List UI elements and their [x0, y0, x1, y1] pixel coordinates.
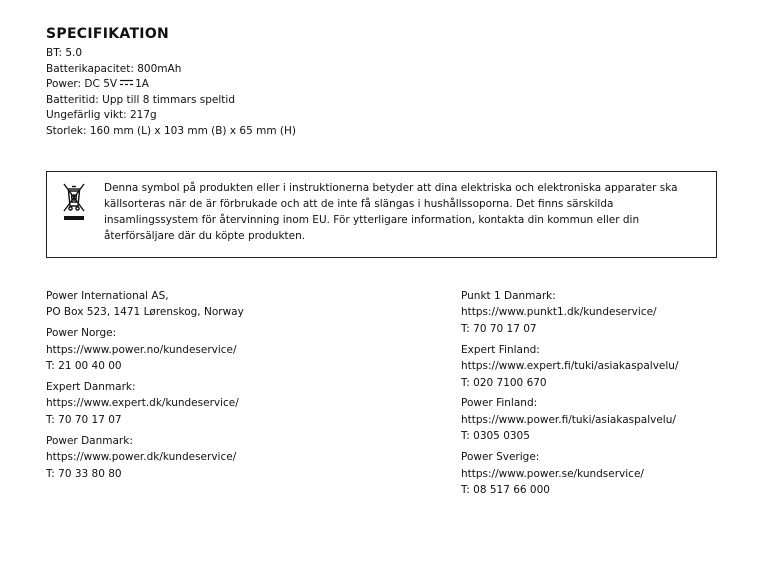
contact-url[interactable]: https://www.power.fi/tuki/asiakaspalvelu/	[461, 413, 676, 426]
contact-url[interactable]: https://www.power.se/kundservice/	[461, 467, 644, 480]
spec-battery-time: Batteritid: Upp till 8 timmars speltid	[46, 93, 235, 106]
contacts-right-column	[461, 288, 678, 503]
contact-name: Power Sverige:	[461, 451, 540, 464]
spec-size: Storlek: 160 mm (L) x 103 mm (B) x 65 mm (H)	[46, 124, 297, 137]
contact-url[interactable]: https://www.power.dk/kundeservice/	[46, 451, 237, 464]
contact-name: Power International AS,	[46, 290, 169, 302]
weee-notice-text: Denna symbol på produkten eller i instruktionerna betyder att dina elektriska och elektroniska apparater ska källsorteras när de är förbrukade och att de inte få slängas i hushållssoporna. Det finns särskilda insamlingssystem för återvinning inom EU. För ytterligare information, kontakta din kommun eller din återförsäljare där du köpte produkten.	[104, 182, 678, 242]
contact-phone: T: 0305 0305	[461, 430, 530, 443]
contact-phone: T: 08 517 66 000	[461, 483, 550, 496]
spec-weight: Ungefärlig vikt: 217g	[46, 109, 157, 122]
contact-url[interactable]: https://www.punkt1.dk/kundeservice/	[461, 306, 657, 319]
contact-phone: T: 70 33 80 80	[46, 467, 122, 480]
spec-title: SPECIFIKATION	[46, 26, 170, 42]
contact-url[interactable]: https://www.expert.fi/tuki/asiakaspalvelu/	[461, 360, 679, 373]
spec-list	[46, 46, 296, 140]
contact-punkt1-danmark	[461, 288, 678, 337]
spec-bt: BT: 5.0	[46, 47, 83, 59]
contact-power-finland	[461, 395, 678, 444]
contact-name: Expert Finland:	[461, 343, 540, 356]
contact-name: Power Danmark:	[46, 434, 133, 447]
contact-name: Punkt 1 Danmark:	[461, 290, 556, 302]
contact-expert-danmark	[46, 379, 244, 428]
crossed-out-bin-icon	[59, 181, 89, 223]
contact-url[interactable]: https://www.expert.dk/kundeservice/	[46, 397, 239, 410]
contact-phone: T: 21 00 40 00	[46, 360, 122, 373]
contact-power-sverige	[461, 449, 678, 498]
spec-battery-capacity: Batterikapacitet: 800mAh	[46, 62, 182, 75]
contact-name: Power Norge:	[46, 327, 117, 340]
contact-name: Expert Danmark:	[46, 381, 136, 394]
contact-url[interactable]: https://www.power.no/kundeservice/	[46, 343, 237, 356]
contact-address: PO Box 523, 1471 Lørenskog, Norway	[46, 306, 244, 319]
contact-power-danmark	[46, 433, 244, 482]
contact-name: Power Finland:	[461, 397, 538, 410]
contact-phone: T: 70 70 17 07	[461, 322, 537, 335]
spec-power-current: 1A	[135, 78, 149, 91]
contact-power-international	[46, 288, 244, 321]
contacts-left-column	[46, 288, 244, 486]
contact-power-norge	[46, 325, 244, 374]
spec-power-label: Power: DC 5V	[46, 78, 118, 91]
contact-expert-finland	[461, 342, 678, 391]
weee-notice-box	[46, 171, 717, 258]
contact-phone: T: 020 7100 670	[461, 376, 547, 389]
contact-phone: T: 70 70 17 07	[46, 413, 122, 426]
spec-power	[46, 77, 296, 93]
dc-symbol-icon	[120, 79, 133, 86]
